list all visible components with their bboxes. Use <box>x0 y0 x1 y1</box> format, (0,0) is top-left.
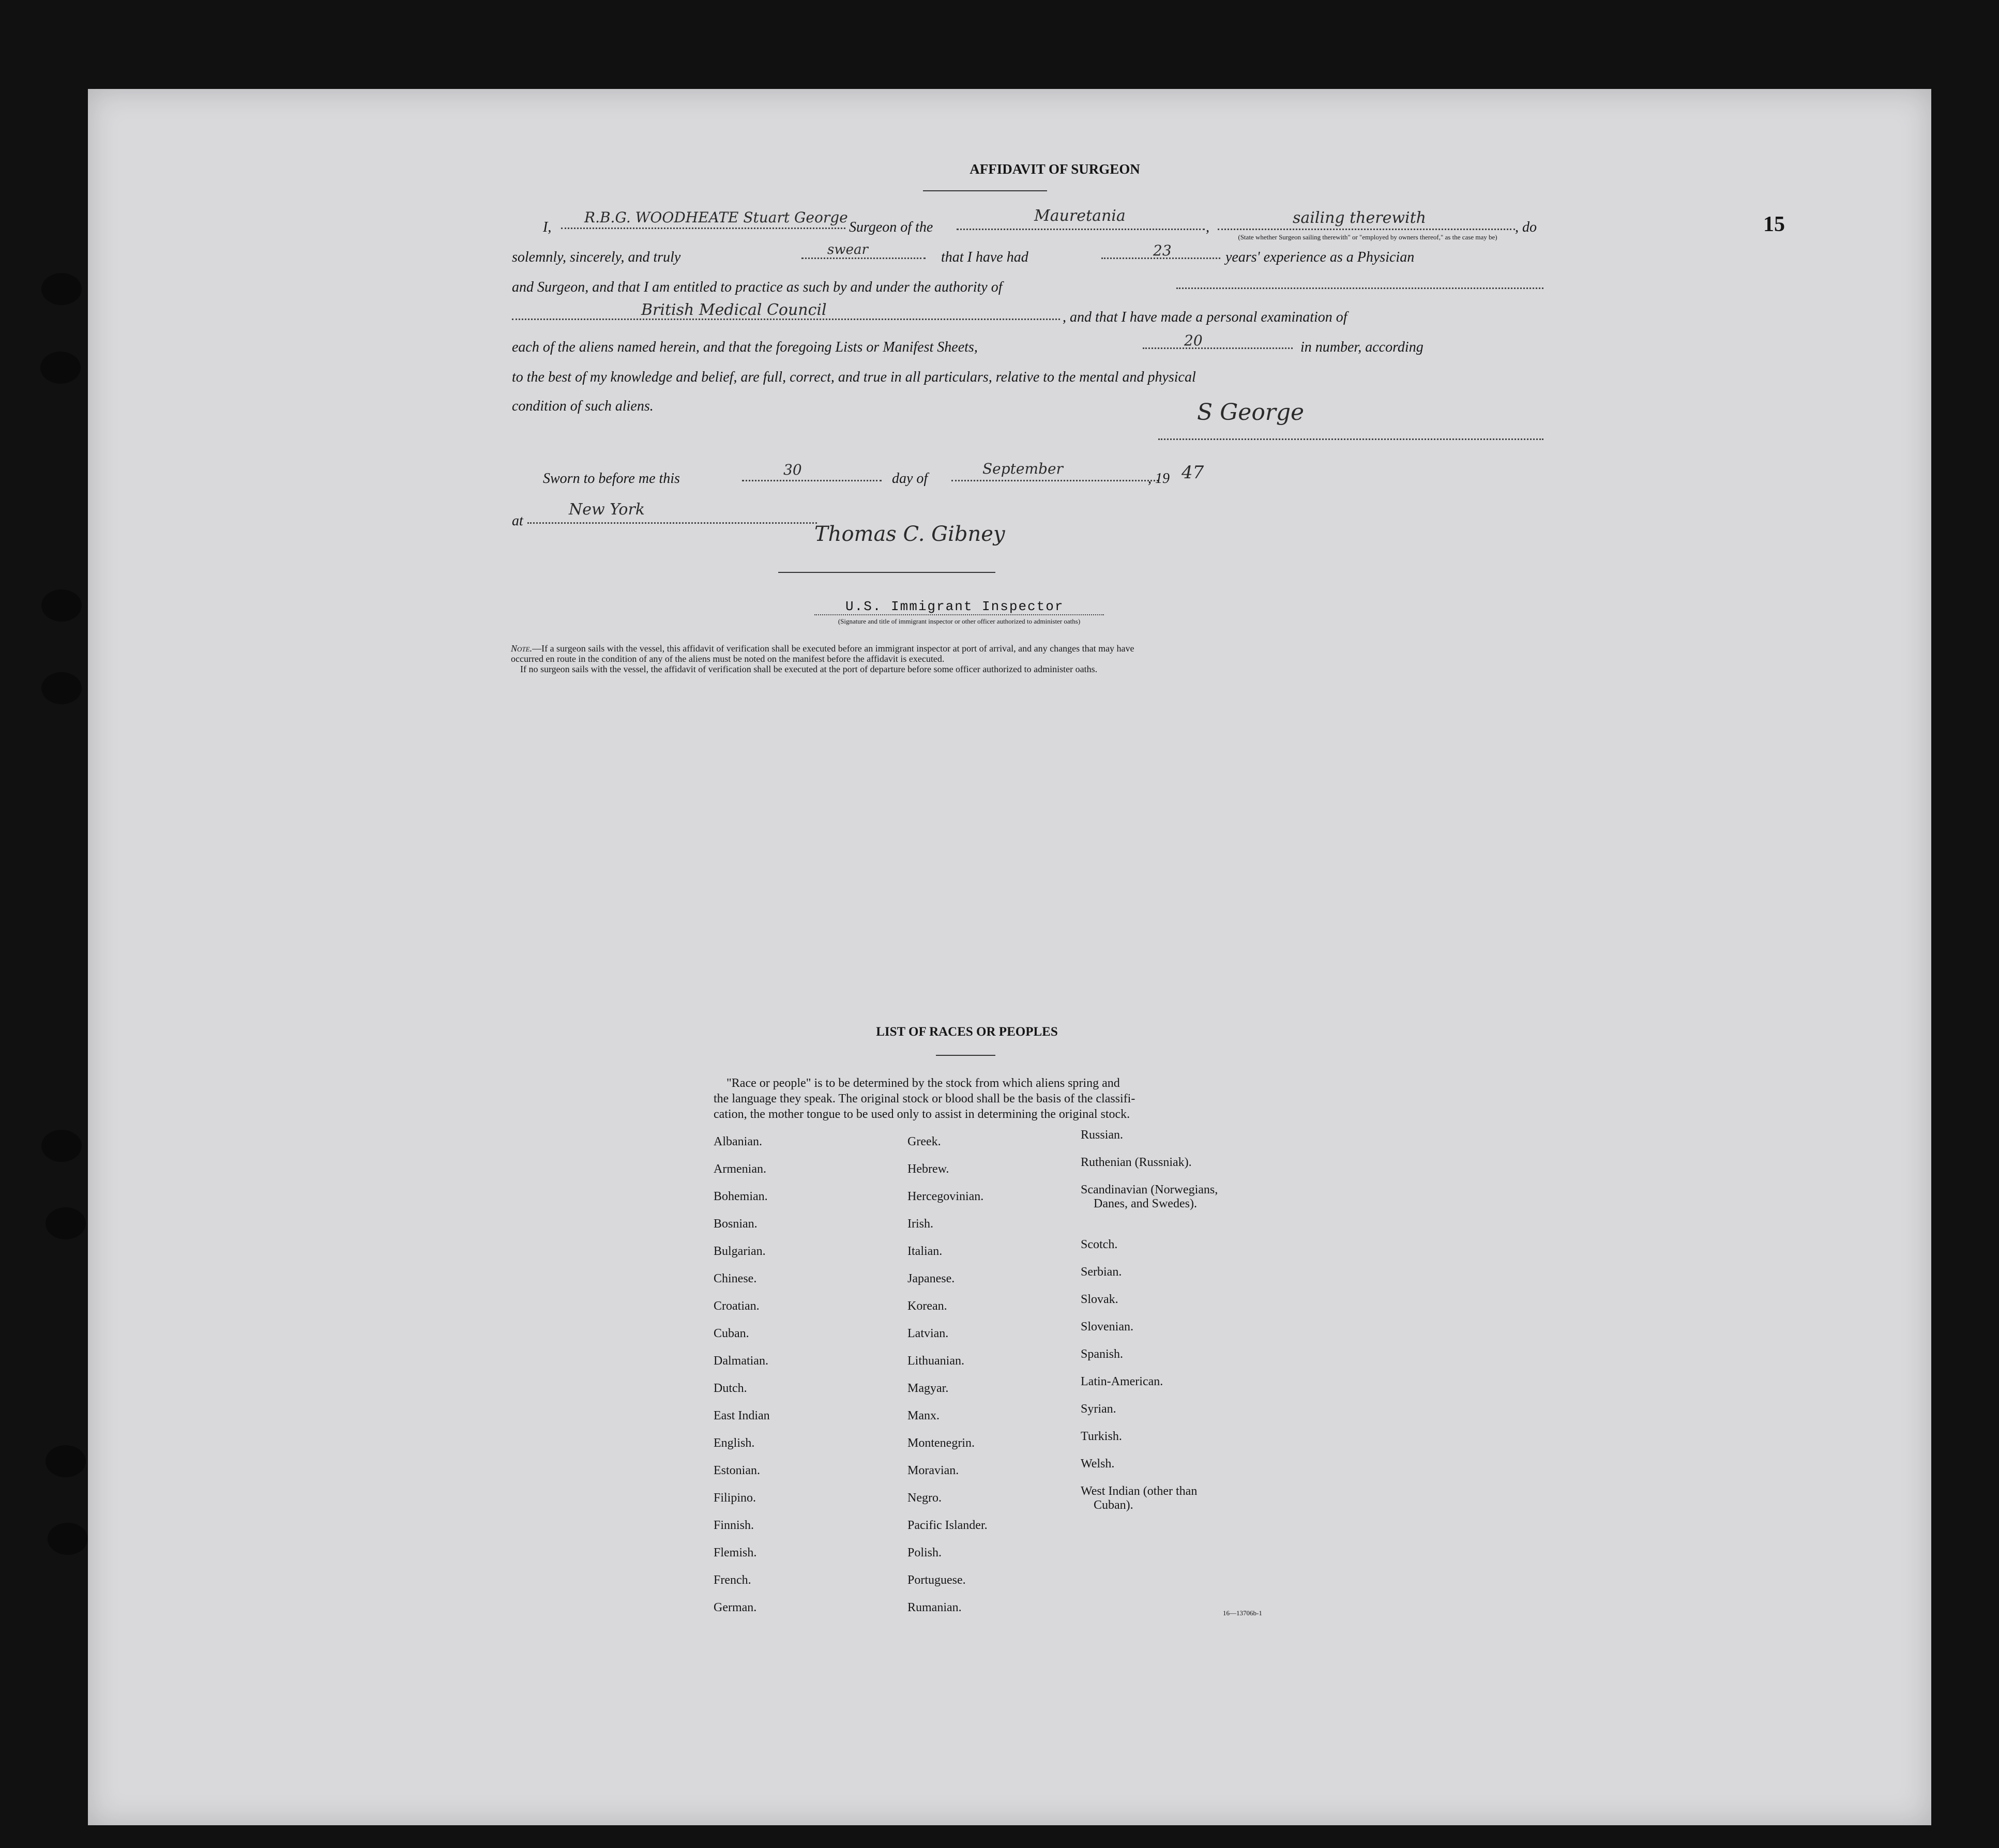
surgeon-name: R.B.G. WOODHEATE Stuart George <box>584 209 848 226</box>
race-item: Finnish. <box>714 1519 754 1532</box>
race-item: Armenian. <box>714 1162 766 1176</box>
races-intro-line3: cation, the mother tongue to be used only to assist in determining the original stock. <box>714 1108 1130 1121</box>
inspector-title: U.S. Immigrant Inspector <box>845 599 1064 614</box>
race-item: Serbian. <box>1081 1265 1122 1279</box>
employment: sailing therewith <box>1293 209 1427 227</box>
note-line1: —If a surgeon sails with the vessel, this affidavit of verification shall be executed before an immigrant inspector at port of arrival, and any changes that may have <box>532 643 1134 654</box>
page-number: 15 <box>1763 213 1785 236</box>
race-item: Bosnian. <box>714 1217 758 1231</box>
race-item: Hercegovinian. <box>907 1190 984 1203</box>
authority-line-b <box>512 319 1060 320</box>
race-item: Spanish. <box>1081 1347 1124 1361</box>
inspector-caption: (Signature and title of immigrant inspector or other officer authorized to administer oaths) <box>838 617 1081 625</box>
race-item: Portuguese. <box>907 1573 966 1587</box>
note-label: Note. <box>511 643 533 654</box>
race-item: Welsh. <box>1081 1457 1115 1471</box>
title-rule <box>923 190 1047 191</box>
race-item: Rumanian. <box>907 1601 962 1614</box>
race-item: Dutch. <box>714 1382 747 1395</box>
sworn-day: 30 <box>783 461 802 478</box>
affidavit-title: AFFIDAVIT OF SURGEON <box>970 161 1140 177</box>
races-intro-line1: "Race or people" is to be determined by the stock from which aliens spring and <box>726 1077 1120 1090</box>
punch-hole <box>41 273 82 305</box>
sworn-day-line <box>742 480 882 481</box>
sheets-line <box>1143 347 1293 349</box>
race-item: Flemish. <box>714 1546 757 1559</box>
oath-line <box>801 257 926 259</box>
sheets: 20 <box>1184 332 1203 349</box>
race-item: Bohemian. <box>714 1190 768 1203</box>
punch-hole <box>41 589 82 622</box>
note-line3: If no surgeon sails with the vessel, the affidavit of verification shall be executed at the port of departure before some officer authorized to administer oaths. <box>520 664 1098 674</box>
at-place-line <box>527 522 817 524</box>
line2-end: years' experience as a Physician <box>1225 249 1415 265</box>
race-item: Negro. <box>907 1491 942 1505</box>
sworn-year: 47 <box>1182 462 1204 483</box>
races-title: LIST OF RACES OR PEOPLES <box>876 1025 1058 1039</box>
line2-pre: solemnly, sincerely, and truly <box>512 249 681 265</box>
race-item: Hebrew. <box>907 1162 949 1176</box>
race-item: Slovak. <box>1081 1293 1118 1306</box>
form-number: 16—13706b-1 <box>1223 1609 1262 1617</box>
race-item: Irish. <box>907 1217 933 1231</box>
race-item: Greek. <box>907 1135 941 1148</box>
race-item: Albanian. <box>714 1135 762 1148</box>
race-item: Cuban). <box>1094 1498 1133 1512</box>
years: 23 <box>1153 242 1172 259</box>
line6: to the best of my knowledge and belief, are full, correct, and true in all particulars, relative to the mental and physical <box>512 369 1196 385</box>
employment-line <box>1218 229 1515 230</box>
race-item: West Indian (other than <box>1081 1485 1198 1498</box>
race-item: Manx. <box>907 1409 940 1422</box>
sworn-mid: day of <box>892 471 928 487</box>
line2-mid: that I have had <box>941 249 1028 265</box>
punch-hole <box>48 1523 88 1555</box>
document-sheet <box>88 89 1931 1825</box>
race-item: Estonian. <box>714 1464 760 1477</box>
race-item: English. <box>714 1436 755 1450</box>
race-item: Pacific Islander. <box>907 1519 988 1532</box>
race-item: Scotch. <box>1081 1238 1118 1251</box>
race-item: Bulgarian. <box>714 1245 766 1258</box>
race-item: Japanese. <box>907 1272 955 1285</box>
race-item: Danes, and Swedes). <box>1094 1197 1197 1210</box>
punch-hole <box>40 352 81 384</box>
surgeon-signature: S George <box>1197 399 1305 426</box>
race-item: Chinese. <box>714 1272 757 1285</box>
vessel-line <box>957 229 1205 230</box>
race-item: Croatian. <box>714 1299 760 1313</box>
race-item: French. <box>714 1573 751 1587</box>
inspector-signature: Thomas C. Gibney <box>814 522 1005 546</box>
employment-note: (State whether Surgeon sailing therewith" or "employed by owners thereof," as the case may be) <box>1238 233 1497 241</box>
race-item: Russian. <box>1081 1128 1124 1142</box>
line4-end: , and that I have made a personal examination of <box>1063 309 1347 325</box>
note-line2: occurred en route in the condition of any of the aliens must be noted on the manifest before the affidavit is executed. <box>511 654 945 664</box>
race-item: Montenegrin. <box>907 1436 975 1450</box>
race-item: Latin-American. <box>1081 1375 1163 1388</box>
sworn-pre: Sworn to before me this <box>543 471 680 487</box>
race-item: Latvian. <box>907 1327 949 1340</box>
line1-end: , do <box>1515 219 1537 235</box>
race-item: Scandinavian (Norwegians, <box>1081 1183 1218 1196</box>
race-item: Lithuanian. <box>907 1354 964 1368</box>
sworn-month-line <box>951 480 1158 481</box>
authority-line-a <box>1176 287 1543 289</box>
line3: and Surgeon, and that I am entitled to practice as such by and under the authority of <box>512 279 1003 295</box>
races-intro-line2: the language they speak. The original stock or blood shall be the basis of the classifi- <box>714 1092 1135 1105</box>
races-title-rule <box>936 1055 995 1056</box>
line1-comma: , <box>1206 219 1209 235</box>
race-item: Moravian. <box>907 1464 959 1477</box>
inspector-signature-line <box>778 572 995 573</box>
at-place: New York <box>569 501 645 519</box>
race-item: Filipino. <box>714 1491 756 1505</box>
race-item: Italian. <box>907 1245 943 1258</box>
punch-hole <box>41 1130 82 1162</box>
race-item: East Indian <box>714 1409 770 1422</box>
sworn-year-pre: , 19 <box>1148 471 1170 487</box>
line5-pre: each of the aliens named herein, and that the foregoing Lists or Manifest Sheets, <box>512 339 978 355</box>
vessel-name: Mauretania <box>1034 207 1126 225</box>
surgeon-signature-line <box>1158 438 1543 440</box>
line1-pre: I, <box>543 219 552 235</box>
line7: condition of such aliens. <box>512 398 654 414</box>
authority: British Medical Council <box>641 301 827 319</box>
years-line <box>1101 257 1220 259</box>
line5-end: in number, according <box>1300 339 1423 355</box>
race-item: Turkish. <box>1081 1430 1122 1443</box>
punch-hole <box>46 1207 86 1239</box>
races-column-2 <box>907 1128 988 1622</box>
race-item: Korean. <box>907 1299 947 1313</box>
race-item: Slovenian. <box>1081 1320 1133 1334</box>
race-item: Magyar. <box>907 1382 949 1395</box>
surgeon-name-line <box>561 228 845 229</box>
race-item: Ruthenian (Russniak). <box>1081 1156 1192 1169</box>
race-item: Syrian. <box>1081 1402 1116 1416</box>
line1-mid: Surgeon of the <box>849 219 933 235</box>
note-block <box>511 643 1550 674</box>
race-item: Dalmatian. <box>714 1354 768 1368</box>
races-column-1 <box>714 1128 770 1622</box>
punch-hole <box>41 672 82 704</box>
race-item: Polish. <box>907 1546 942 1559</box>
punch-hole <box>46 1445 86 1477</box>
oath-word: swear <box>827 242 868 257</box>
races-intro <box>714 1076 1251 1122</box>
sworn-month: September <box>982 460 1063 477</box>
at-label: at <box>512 513 523 529</box>
inspector-title-line <box>814 614 1104 615</box>
race-item: German. <box>714 1601 757 1614</box>
race-item: Cuban. <box>714 1327 749 1340</box>
